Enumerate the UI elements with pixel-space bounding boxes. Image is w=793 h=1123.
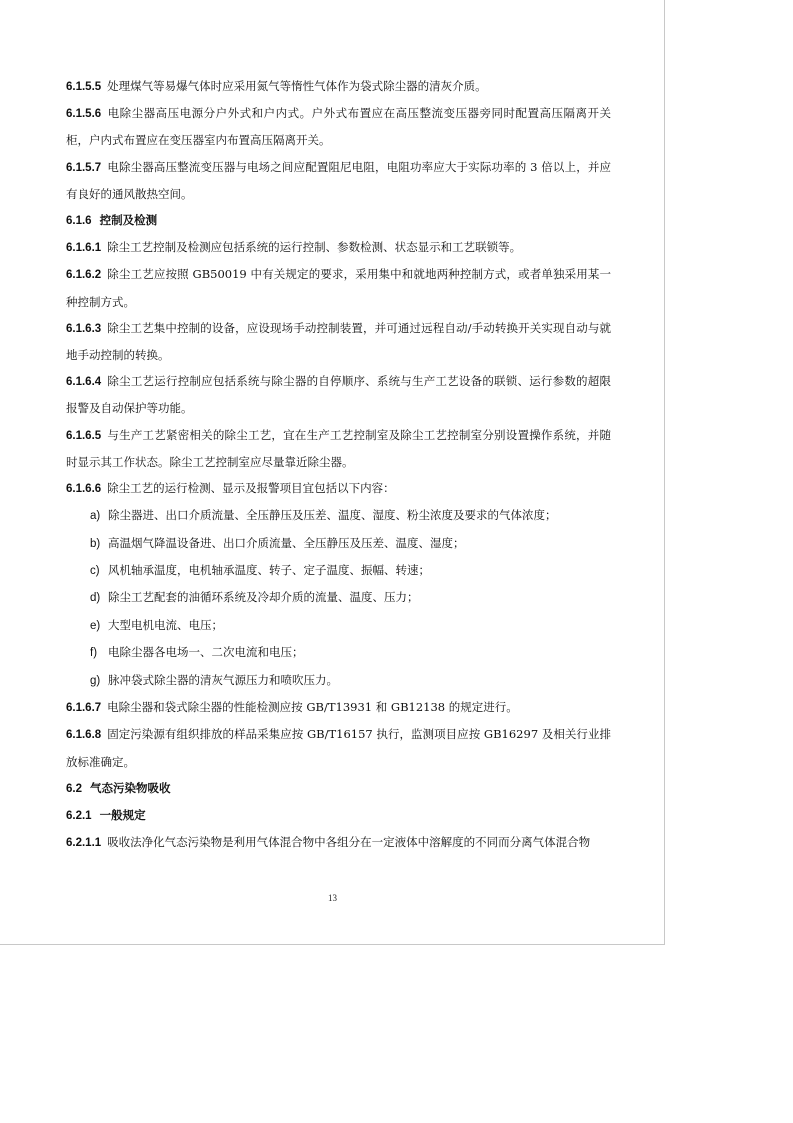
monitoring-items-list	[66, 502, 611, 694]
list-item: e) 大型电机电流、电压；	[90, 617, 223, 632]
page-content	[66, 73, 611, 856]
list-item: d) 除尘工艺配套的油循环系统及冷却介质的流量、温度、压力；	[90, 590, 419, 605]
clause-6-1-6-5: 6.1.6.5 与生产工艺紧密相关的除尘工艺，宜在生产工艺控制室及除尘工艺控制室分别设置操作系统，并随时显示其工作状态。除尘工艺控制室应尽量靠近除尘器。	[66, 427, 611, 469]
clause-6-1-5-7: 6.1.5.7 电除尘器高压整流变压器与电场之间应配置阻尼电阻，电阻功率应大于实际功率的 3 倍以上，并应有良好的通风散热空间。	[66, 159, 611, 201]
list-item: a) 除尘器进、出口介质流量、全压静压及压差、温度、湿度、粉尘浓度及要求的气体浓度；	[90, 508, 557, 523]
page-number: 13	[328, 893, 337, 903]
list-item: b) 高温烟气降温设备进、出口介质流量、全压静压及压差、温度、湿度；	[90, 535, 465, 550]
section-heading-6-2-1: 6.2.1 一般规定	[66, 807, 146, 822]
clause-6-1-6-4: 6.1.6.4 除尘工艺运行控制应包括系统与除尘器的自停顺序、系统与生产工艺设备的联锁、运行参数的超限报警及自动保护等功能。	[66, 374, 611, 416]
section-heading-6-2: 6.2 气态污染物吸收	[66, 780, 171, 795]
clause-6-1-6-3: 6.1.6.3 除尘工艺集中控制的设备，应设现场手动控制装置，并可通过远程自动/手动转换开关实现自动与就地手动控制的转换。	[66, 320, 611, 363]
clause-6-1-6-1: 6.1.6.1 除尘工艺控制及检测应包括系统的运行控制、参数检测、状态显示和工艺联锁等。	[66, 240, 522, 255]
clause-6-1-6-2: 6.1.6.2 除尘工艺应按照 GB50019 中有关规定的要求，采用集中和就地两种控制方式，或者单独采用某一种控制方式。	[66, 267, 611, 309]
list-item: f) 电除尘器各电场一、二次电流和电压；	[90, 645, 304, 660]
list-item: g) 脉冲袋式除尘器的清灰气源压力和喷吹压力。	[90, 672, 338, 687]
clause-6-1-6-8: 6.1.6.8 固定污染源有组织排放的样品采集应按 GB/T16157 执行，监测项目应按 GB16297 及相关行业排放标准确定。	[66, 727, 611, 769]
clause-6-1-6-6: 6.1.6.6 除尘工艺的运行检测、显示及报警项目宜包括以下内容：	[66, 481, 395, 496]
clause-6-1-6-7: 6.1.6.7 电除尘器和袋式除尘器的性能检测应按 GB/T13931 和 GB12138 的规定进行。	[66, 700, 518, 715]
section-heading-6-1-6: 6.1.6 控制及检测	[66, 213, 158, 228]
clause-6-1-5-5: 6.1.5.5 处理煤气等易爆气体时应采用氮气等惰性气体作为袋式除尘器的清灰介质。	[66, 79, 487, 93]
clause-6-2-1-1: 6.2.1.1 吸收法净化气态污染物是利用气体混合物中各组分在一定液体中溶解度的不同而分离气体混合物	[66, 835, 591, 850]
clause-6-1-5-6: 6.1.5.6 电除尘器高压电源分户外式和户内式。户外式布置应在高压整流变压器旁同时配置高压隔离开关柜，户内式布置应在变压器室内布置高压隔离开关。	[66, 106, 611, 148]
list-item: c) 风机轴承温度，电机轴承温度、转子、定子温度、振幅、转速；	[90, 563, 430, 578]
